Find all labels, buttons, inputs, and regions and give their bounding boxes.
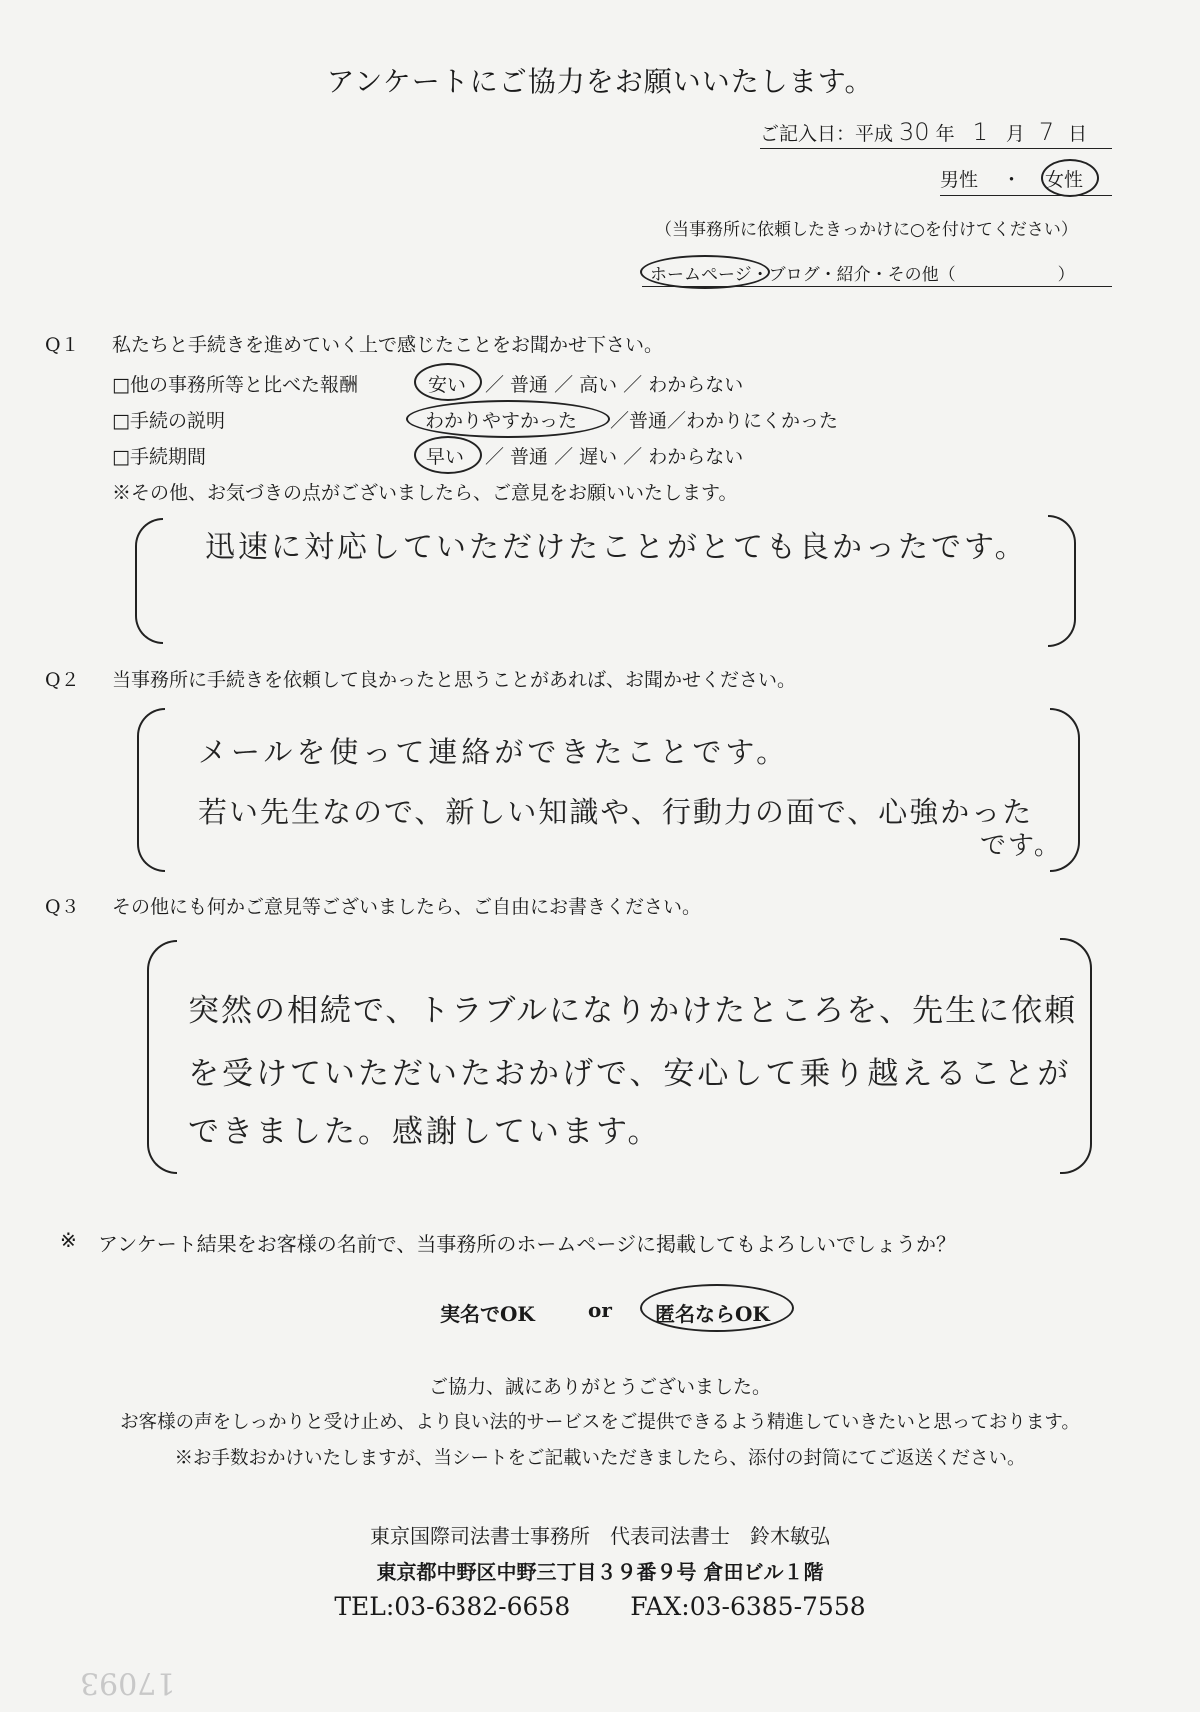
closing-thanks: ご協力、誠にありがとうございました。: [428, 1376, 771, 1398]
gender-male: 男性: [940, 169, 979, 191]
q1-answer-bracket-right: [1048, 515, 1076, 647]
q1-answer: 迅速に対応していただけたことがとても良かったです。: [205, 530, 1028, 565]
q1-row-explanation-label: □手続の説明: [112, 410, 225, 432]
stamp-number: 17093: [80, 1665, 176, 1700]
q3-answer-line-1: 突然の相続で、トラブルになりかけたところを、先生に依頼: [188, 993, 1078, 1029]
q3-answer-bracket-left: [147, 940, 177, 1174]
gender-female-circle: [1041, 159, 1099, 197]
date-line: [760, 118, 1112, 149]
q1-row-period-label: □手続期間: [112, 446, 206, 468]
q2-answer-line-3: です。: [980, 831, 1062, 861]
q1-row-explanation-circle: [406, 400, 610, 438]
publish-question: アンケート結果をお客様の名前で、当事務所のホームページに掲載してもよろしいでしょうか？: [98, 1232, 956, 1256]
publish-option-anon: 匿名ならOK: [655, 1302, 770, 1326]
trigger-option-rest: ・ブログ・紹介・その他（ ）: [751, 265, 1075, 285]
q1-row-period-selected: 早い: [426, 446, 465, 468]
date-day-suffix: 日: [1068, 123, 1088, 145]
q1-row-fee-label: □他の事務所等と比べた報酬: [112, 374, 358, 396]
q3-question: その他にも何かご意見等ございましたら、ご自由にお書きください。: [112, 896, 702, 918]
gender-female: 女性: [1045, 169, 1084, 191]
q1-note: ※その他、お気づきの点がございましたら、ご意見をお願いいたします。: [112, 482, 738, 504]
date-day: 7: [1038, 118, 1055, 146]
publish-option-real: 実名でOK: [440, 1302, 535, 1326]
trigger-instruction: （当事務所に依頼したきっかけに○を付けてください）: [655, 220, 1078, 240]
q1-question: 私たちと手続きを進めていく上で感じたことをお聞かせ下さい。: [112, 334, 664, 356]
q3-answer-line-2: を受けていただいたおかげで、安心して乗り越えることが: [188, 1056, 1072, 1092]
office-tel: TEL:03-6382-6658: [334, 1592, 571, 1621]
q1-number: Q１: [45, 334, 80, 356]
date-label: ご記入日：平成: [760, 123, 894, 145]
q2-answer-line-1: メールを使って連絡ができたことです。: [198, 735, 790, 769]
trigger-option-homepage: ホームページ: [650, 265, 752, 285]
q1-row-explanation-rest: ／普通／わかりにくかった: [610, 410, 839, 432]
date-year: 30: [899, 118, 930, 146]
q2-answer-line-2: 若い先生なので、新しい知識や、行動力の面で、心強かった: [198, 795, 1034, 829]
q1-answer-bracket-left: [135, 518, 163, 644]
office-address: 東京都中野区中野三丁目３９番９号 倉田ビル１階: [376, 1560, 824, 1584]
office-fax: FAX:03-6385-7558: [630, 1592, 866, 1621]
publish-mark: ※: [60, 1228, 77, 1252]
q1-row-fee-selected: 安い: [428, 374, 467, 396]
closing-message: お客様の声をしっかりと受け止め、より良い法的サービスをご提供できるよう精進していきたいと思っております。: [120, 1412, 1080, 1433]
publish-anon-circle: [640, 1284, 794, 1332]
q2-number: Q２: [45, 669, 80, 691]
survey-title: アンケートにご協力をお願いいたします。: [326, 65, 874, 98]
q3-answer-line-3: できました。感謝しています。: [188, 1114, 662, 1150]
closing-return-note: ※お手数おかけいたしますが、当シートをご記載いただきましたら、添付の封筒にてご返送ください。: [174, 1448, 1026, 1469]
q1-row-period-circle: [414, 436, 482, 474]
date-month: 1: [972, 118, 988, 146]
q1-row-period-rest: ／ 普通 ／ 遅い ／ わからない: [485, 446, 744, 468]
date-month-suffix: 月: [1005, 123, 1025, 145]
office-contact: [0, 1592, 1200, 1621]
office-name: 東京国際司法書士事務所 代表司法書士 鈴木敏弘: [370, 1524, 830, 1548]
q1-row-fee-rest: ／ 普通 ／ 高い ／ わからない: [485, 374, 744, 396]
gender-separator: ・: [1002, 169, 1022, 191]
q2-question: 当事務所に手続きを依頼して良かったと思うことがあれば、お聞かせください。: [112, 669, 797, 691]
q1-row-explanation-selected: わかりやすかった: [425, 410, 578, 432]
q2-answer-bracket-left: [137, 708, 165, 872]
date-year-suffix: 年: [935, 123, 955, 145]
publish-or: or: [588, 1298, 612, 1322]
q3-number: Q３: [45, 896, 80, 918]
q1-row-fee-circle: [414, 363, 482, 401]
trigger-homepage-circle: [640, 255, 770, 289]
